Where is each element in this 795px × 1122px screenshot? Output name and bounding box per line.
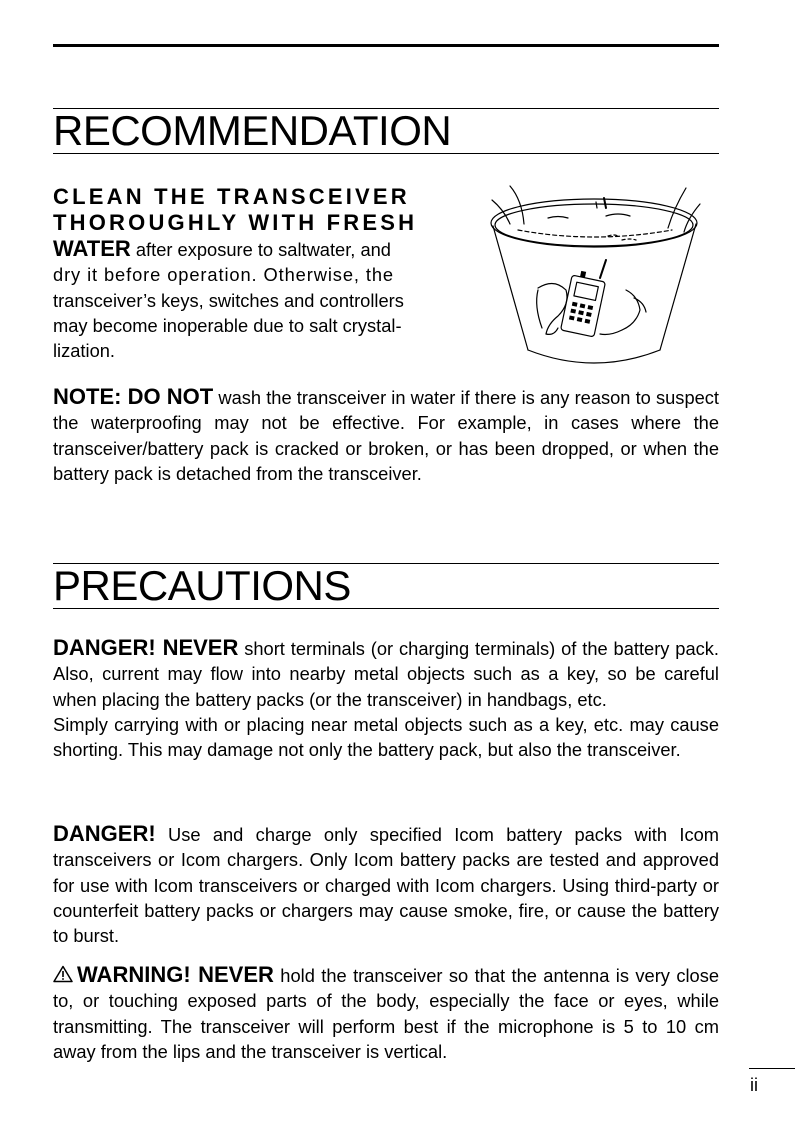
clean-transceiver-paragraph: [53, 184, 453, 363]
note-paragraph: [53, 384, 719, 486]
warning-never-heading: WARNING! NEVER: [77, 962, 274, 987]
warning-antenna-text: hold the transceiver so that the antenna is very close to, or touching exposed parts of the body, especially the face or eyes, while transmitting. The transceiver will perform best if the microphone is 5 to 10 cm away from the lips and the transceiver is vertical.: [53, 965, 720, 1062]
footer-rule: [749, 1068, 795, 1069]
danger-short-terminals-paragraph: [53, 635, 719, 762]
note-text: wash the transceiver in water if there is any reason to suspect the waterproofing may not be effective. For example, in cases where the transceiver/battery pack is cracked or broken, or has been dropped, or when the battery pack is detached from the transceiver.: [53, 387, 719, 484]
danger-short-terminals-text: short terminals (or charging terminals) of the battery pack. Also, current may flow into nearby metal objects such as a key, so be careful when placing the battery packs (or the transceiver) in handbags, etc.: [53, 638, 719, 710]
section-title-recommendation: RECOMMENDATION: [53, 108, 719, 154]
page-number: ii: [750, 1075, 758, 1095]
top-rule: [53, 44, 719, 47]
clean-line-6: may become inoperable due to salt crystal-: [53, 314, 402, 336]
danger-never-heading: DANGER! NEVER: [53, 635, 239, 660]
clean-line-3-text: after exposure to saltwater, and: [130, 239, 391, 260]
clean-line-7: lization.: [53, 340, 115, 362]
clean-line-4: dry it before operation. Otherwise, the: [53, 264, 394, 286]
clean-line-5: transceiver’s keys, switches and controllers: [53, 289, 404, 311]
warning-triangle-icon: [53, 965, 73, 983]
clean-line-3: [53, 236, 453, 262]
clean-heading-line-1: CLEAN THE TRANSCEIVER: [53, 184, 410, 209]
section-title-precautions: PRECAUTIONS: [53, 563, 719, 609]
note-heading: NOTE: DO NOT: [53, 384, 214, 409]
danger-heading: DANGER!: [53, 821, 156, 846]
warning-antenna-paragraph: [53, 962, 719, 1064]
danger-battery-packs-paragraph: [53, 821, 719, 948]
danger-battery-packs-text: Use and charge only specified Icom battery packs with Icom transceivers or Icom chargers. Only Icom battery packs are tested and approved for use with Icom transceivers or charged with Icom chargers. Using third-party or counterfeit battery packs or chargers may cause smoke, fire, or cause the battery to burst.: [53, 824, 719, 947]
clean-heading-water: WATER: [53, 236, 131, 261]
danger-metal-objects-text: Simply carrying with or placing near metal objects such as a key, etc. may cause shorting. This may damage not only the battery pack, but also the transceiver.: [53, 713, 719, 761]
washing-transceiver-illustration: [488, 178, 704, 372]
clean-heading-line-2: THOROUGHLY WITH FRESH: [53, 210, 418, 235]
